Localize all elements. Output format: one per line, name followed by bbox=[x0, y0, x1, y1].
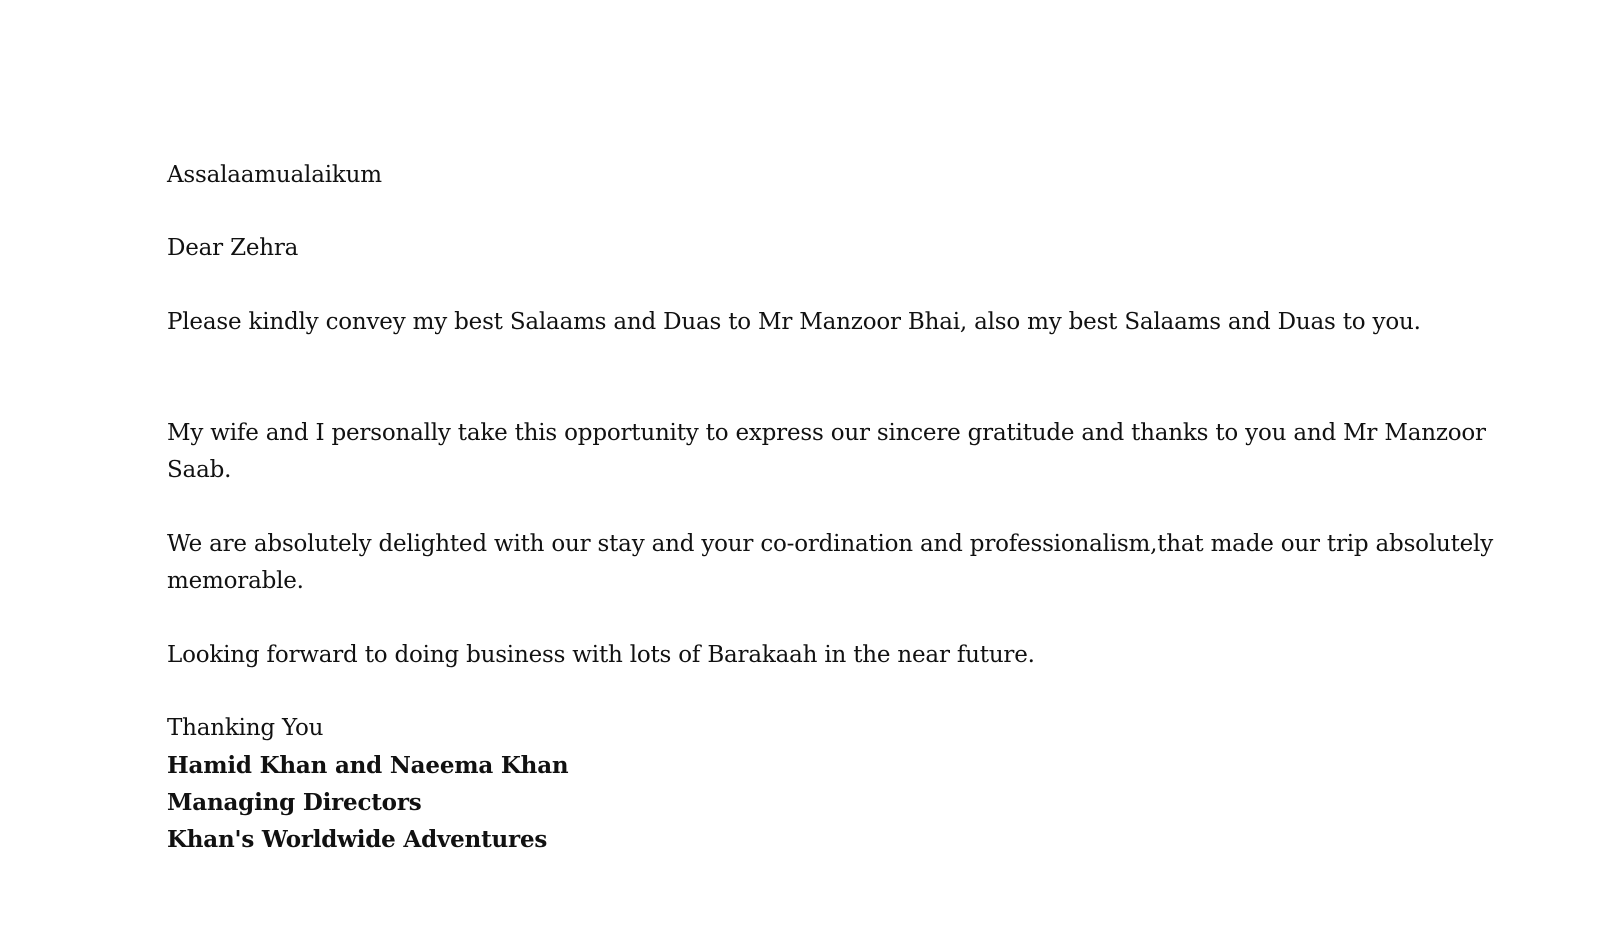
signature-names: Hamid Khan and Naeema Khan bbox=[167, 752, 569, 779]
closing: Thanking You bbox=[167, 715, 324, 741]
signature-title: Managing Directors bbox=[167, 789, 422, 816]
paragraph-convey-salaams: Please kindly convey my best Salaams and Duas to Mr Manzoor Bhai, also my best Salaams and Duas to you. bbox=[167, 309, 1421, 335]
paragraph-gratitude: My wife and I personally take this opportunity to express our sincere gratitude and thanks to you and Mr Manzoor Saab. bbox=[167, 420, 1486, 483]
signature-company: Khan's Worldwide Adventures bbox=[167, 826, 548, 853]
letter-body bbox=[167, 157, 1537, 858]
paragraph-looking-forward: Looking forward to doing business with lots of Barakaah in the near future. bbox=[167, 642, 1035, 668]
greeting: Assalaamualaikum bbox=[167, 162, 382, 188]
paragraph-delighted: We are absolutely delighted with our stay and your co-ordination and professionalism,that made our trip absolutely memorable. bbox=[167, 531, 1493, 594]
salutation: Dear Zehra bbox=[167, 235, 299, 261]
